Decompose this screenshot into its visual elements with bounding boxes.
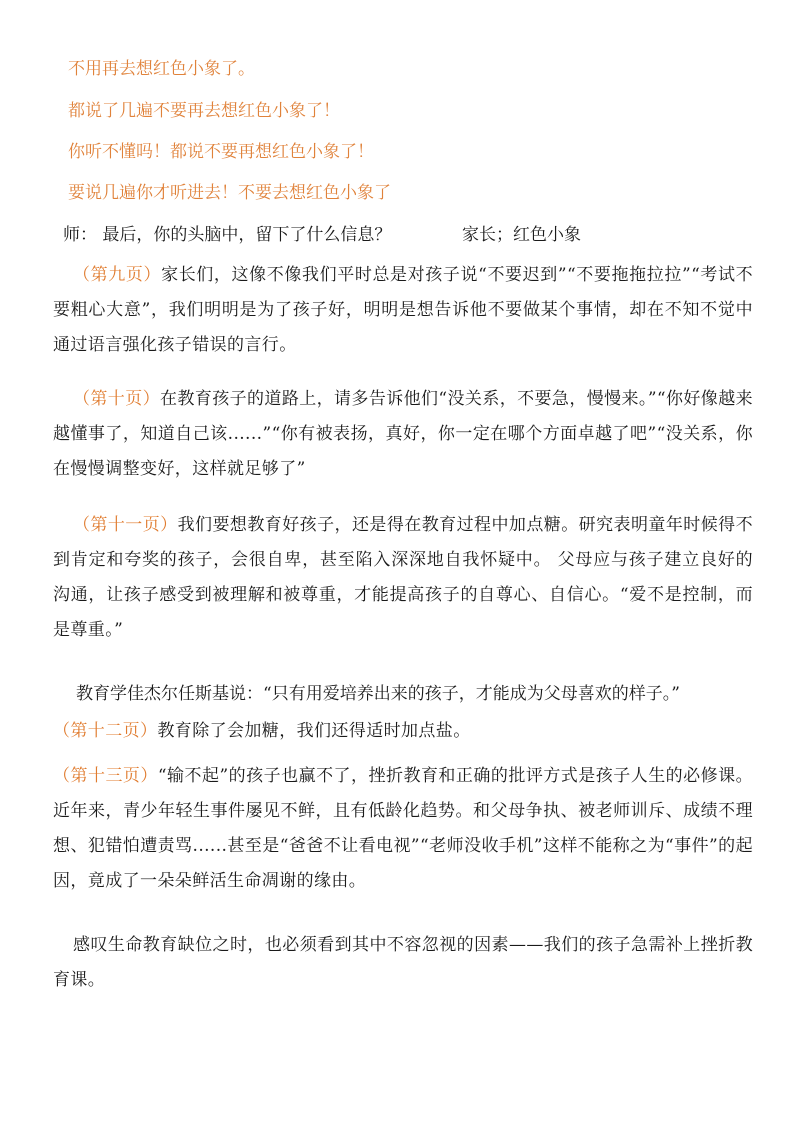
orange-line-2: 都说了几遍不要再去想红色小象了！ — [68, 101, 340, 121]
closing-paragraph: 感叹生命教育缺位之时，也必须看到其中不容忽视的因素——我们的孩子急需补上挫折教育课。 — [53, 935, 753, 990]
paragraph-text-10: 在教育孩子的道路上，请多告诉他们“没关系，不要急，慢慢来。”“你好像越来越懂事了，知道自己该......”“你有被表扬，真好，你一定在哪个方面卓越了吧”“没关系，你在慢慢调整变好，这样就足够了” — [53, 389, 754, 479]
orange-line-3: 你听不懂吗！都说不要再想红色小象了！ — [68, 142, 374, 162]
paragraph-page-13 — [53, 759, 753, 899]
orange-line-1: 不用再去想红色小象了。 — [68, 59, 255, 79]
paragraph-page-10 — [53, 382, 753, 487]
educator-quote: 教育学佳杰尔任斯基说：“只有用爱培养出来的孩子，才能成为父母喜欢的样子。” — [76, 684, 680, 704]
paragraph-page-11 — [53, 508, 753, 648]
teacher-line: 师： 最后，你的头脑中，留下了什么信息？ — [63, 225, 392, 245]
page-label-12: （第十二页） — [53, 721, 158, 741]
paragraph-text-9: 家长们，这像不像我们平时总是对孩子说“不要迟到”“不要拖拖拉拉”“考试不要粗心大意”，我们明明是为了孩子好，明明是想告诉他不要做某个事情，却在不知不觉中通过语言强化孩子错误的言行。 — [53, 265, 754, 355]
page-label-11: （第十一页） — [73, 515, 178, 535]
page-label-9: （第九页） — [73, 265, 162, 285]
page-label-10: （第十页） — [73, 389, 161, 409]
orange-line-4: 要说几遍你才听进去！不要去想红色小象了 — [68, 183, 391, 203]
paragraph-page-9 — [53, 258, 753, 363]
page-label-13: （第十三页） — [53, 766, 158, 786]
paragraph-text-13: “输不起”的孩子也赢不了，挫折教育和正确的批评方式是孩子人生的必修课。近年来，青少年轻生事件屡见不鲜，且有低龄化趋势。和父母争执、被老师训斥、成绩不理想、犯错怕遭责骂......甚至是“爸爸不让看电视”“老师没收手机”这样不能称之为“事件”的起因，竟成了一朵朵鲜活生命凋谢的缘由。 — [53, 766, 753, 891]
parent-answer: 家长；红色小象 — [462, 225, 581, 245]
paragraph-text-11: 我们要想教育好孩子，还是得在教育过程中加点糖。研究表明童年时候得不到肯定和夸奖的孩子，会很自卑，甚至陷入深深地自我怀疑中。 父母应与孩子建立良好的沟通，让孩子感受到被理解和被尊重，才能提高孩子的自尊心、自信心。“爱不是控制，而是尊重。” — [53, 515, 753, 640]
paragraph-text-12: 教育除了会加糖，我们还得适时加点盐。 — [157, 721, 471, 741]
paragraph-page-12 — [53, 714, 753, 749]
